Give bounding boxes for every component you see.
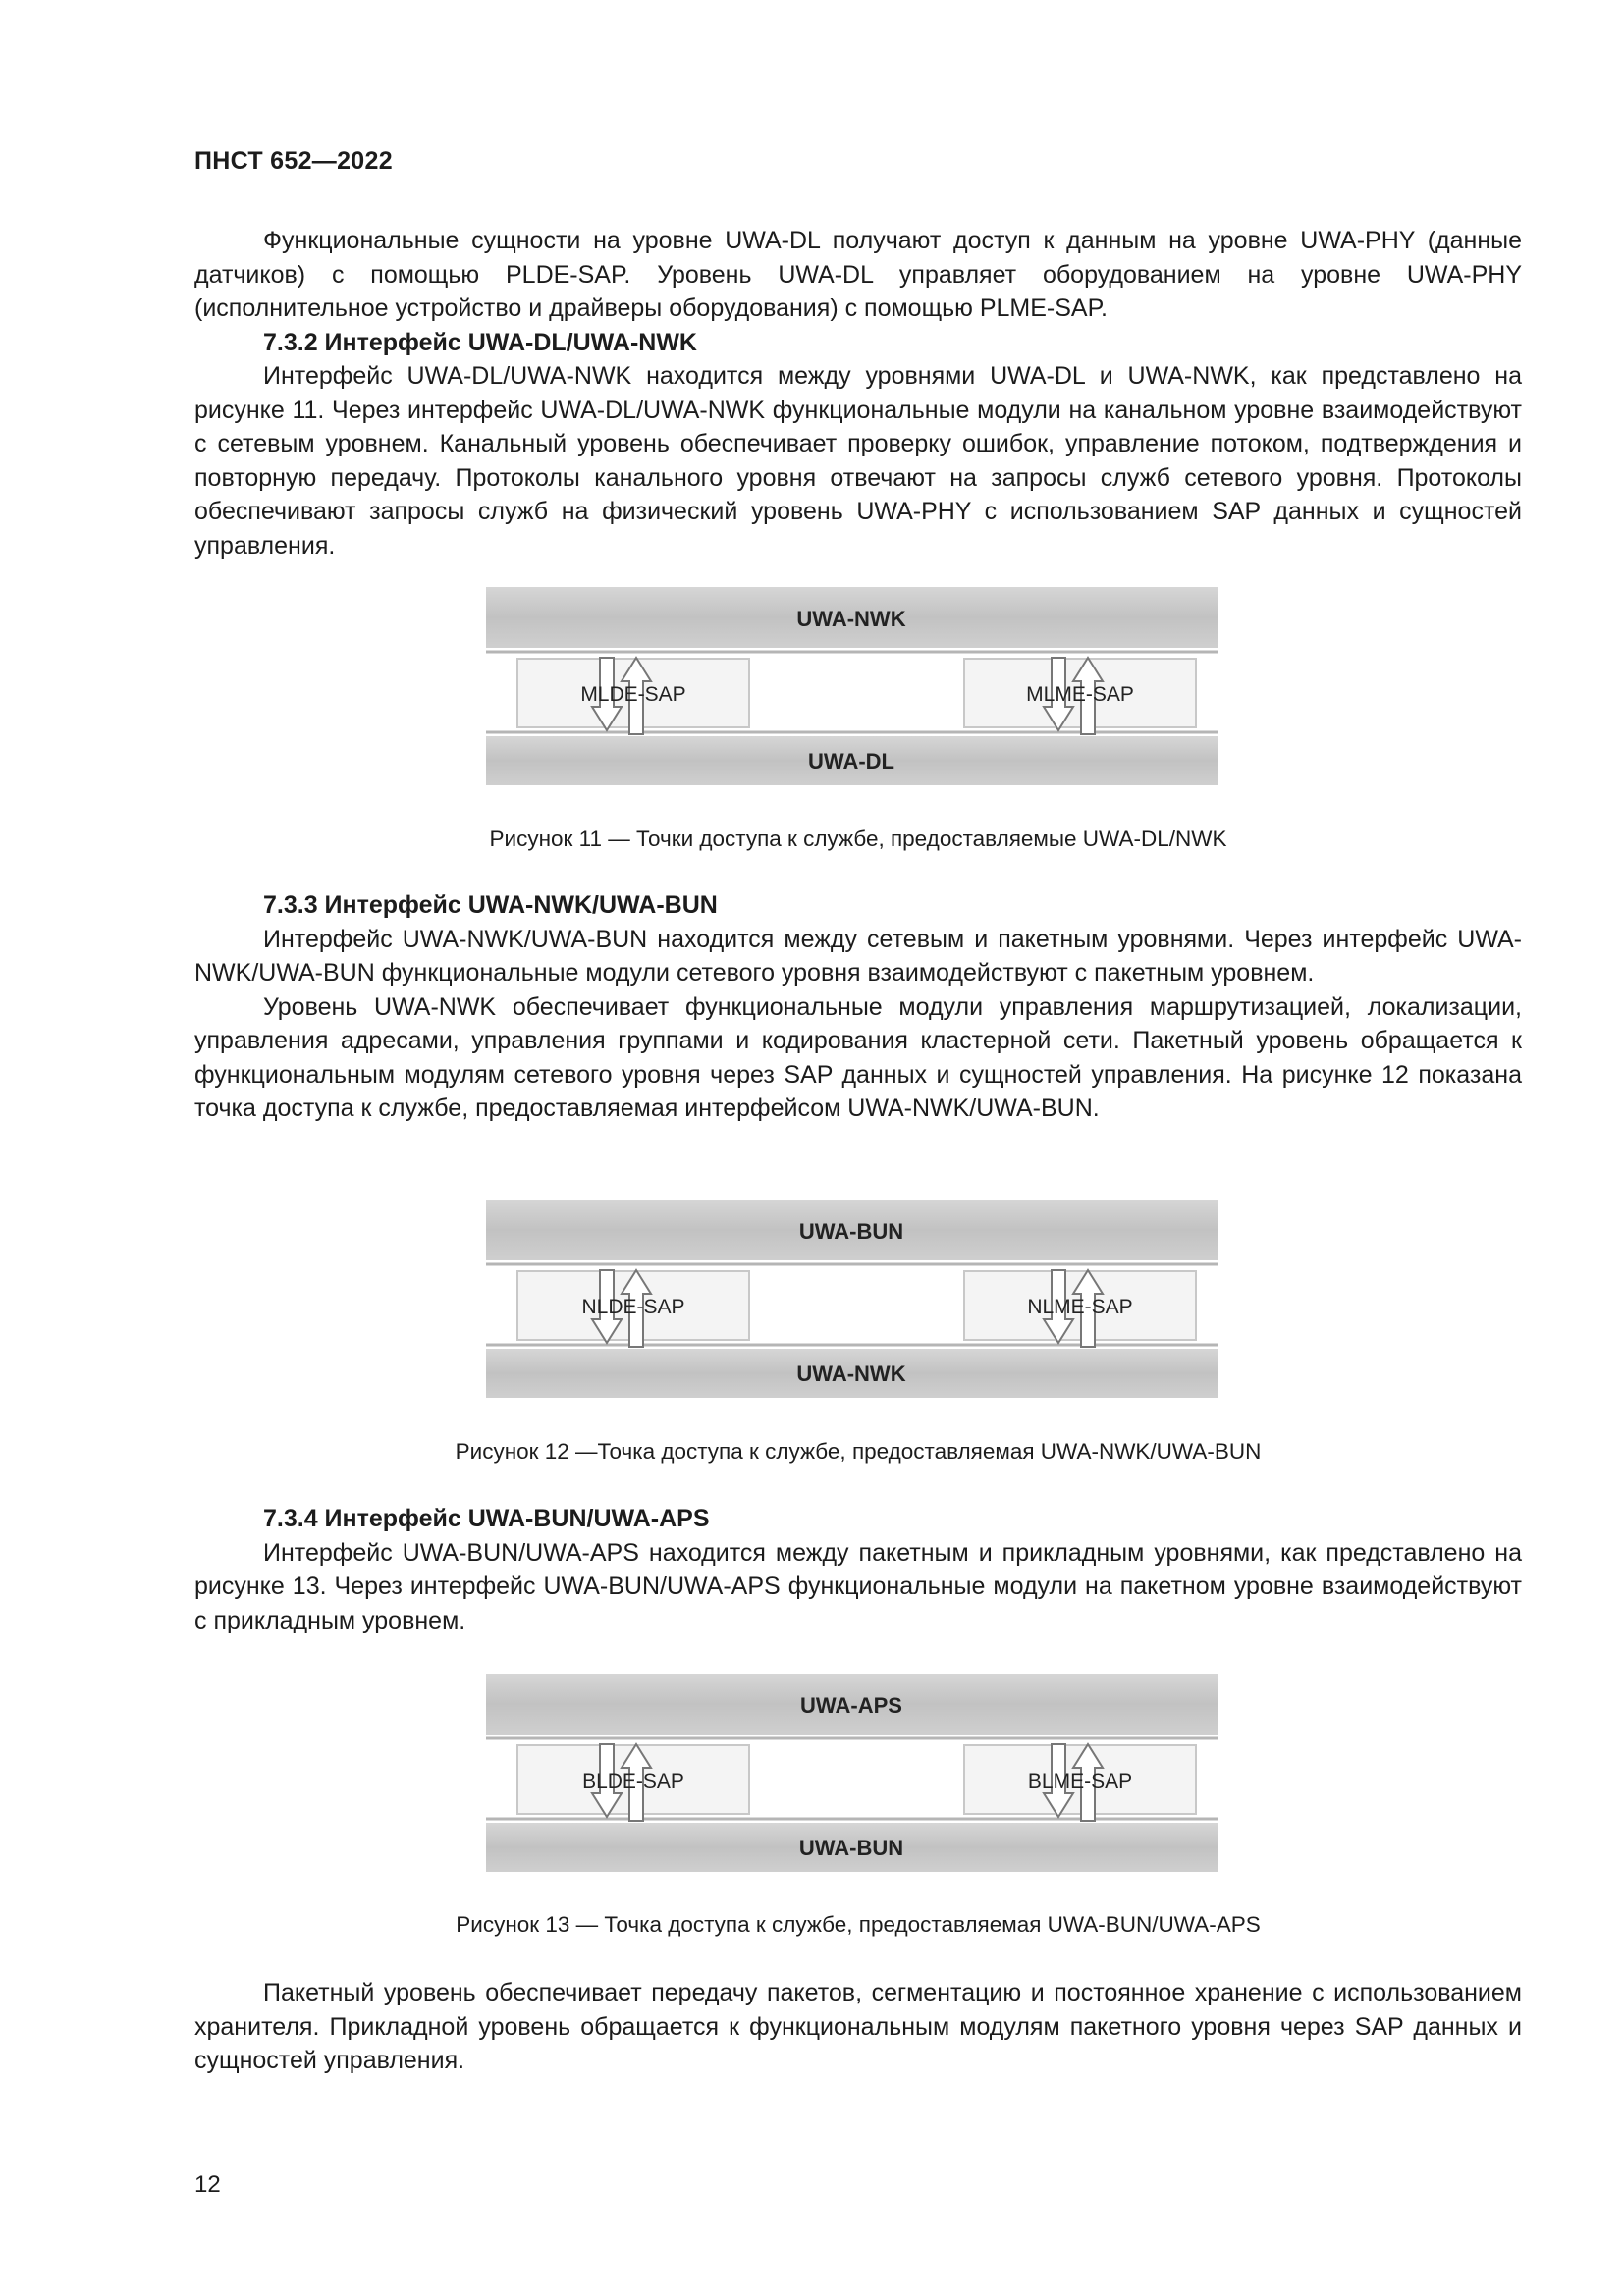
document-header: ПНСТ 652—2022 <box>194 147 393 175</box>
bottom-layer-label: UWA-BUN <box>798 1836 904 1860</box>
figure-11 <box>486 587 1218 785</box>
section-7-3-3-paragraph-2: Уровень UWA-NWK обеспечивает функциональные модули управления маршрутизацией, локализации, управления адресами, управления группами и кодирования кластерной сети. Пакетный уровень обращается к функциональным модулям сетевого уровня через SAP данных и сущностей управления. На рисунке 12 показана точка доступа к службе, предоставляемая интерфейсом UWA-NWK/UWA-BUN. <box>194 992 1522 1122</box>
figure-12-caption: Рисунок 12 —Точка доступа к службе, предоставляемая UWA-NWK/UWA-BUN <box>455 1439 1262 1464</box>
top-layer-label: UWA-APS <box>800 1693 902 1718</box>
figure-11-caption: Рисунок 11 — Точки доступа к службе, предоставляемые UWA-DL/NWK <box>489 827 1227 851</box>
section-7-3-3 <box>194 888 1522 1126</box>
intro-paragraph: Функциональные сущности на уровне UWA-DL получают доступ к данным на уровне UWA-PHY (данные датчиков) с помощью PLDE-SAP. Уровень UWA-DL управляет оборудованием на уровне UWA-PHY (исполнительное устройство и драйверы оборудования) с помощью PLME-SAP. <box>194 227 1522 322</box>
top-layer-label: UWA-BUN <box>798 1219 904 1244</box>
bottom-layer-label: UWA-NWK <box>796 1362 906 1386</box>
left-sap-label: MLDE-SAP <box>580 683 686 706</box>
page-number: 12 <box>194 2171 221 2198</box>
section-7-3-2-paragraph: Интерфейс UWA-DL/UWA-NWK находится между уровнями UWA-DL и UWA-NWK, как представлено на рисунке 11. Через интерфейс UWA-DL/UWA-NWK функциональные модули на канальном уровне взаимодействуют с сетевым уровнем. Канальный уровень обеспечивает проверку ошибок, управление потоком, подтверждения и повторную передачу. Протоколы канального уровня отвечают на запросы служб сетевого уровня. Протоколы обеспечивают запросы служб на физический уровень UWA-PHY с использованием SAP данных и сущностей управления. <box>194 362 1523 560</box>
right-sap-label: MLME-SAP <box>1026 683 1134 706</box>
section-intro <box>194 224 1522 562</box>
left-sap-label: BLDE-SAP <box>582 1770 684 1792</box>
figure-13-caption: Рисунок 13 — Точка доступа к службе, предоставляемая UWA-BUN/UWA-APS <box>456 1912 1261 1937</box>
figure-13 <box>486 1674 1218 1872</box>
section-7-3-4 <box>194 1502 1522 1637</box>
section-heading-7-3-2: 7.3.2 Интерфейс UWA-DL/UWA-NWK <box>263 328 697 356</box>
section-7-3-4-paragraph: Интерфейс UWA-BUN/UWA-APS находится между пакетным и прикладным уровнями, как представлено на рисунке 13. Через интерфейс UWA-BUN/UWA-APS функциональные модули на пакетном уровне взаимодействуют с прикладным уровнем. <box>194 1538 1522 1634</box>
section-heading-7-3-4: 7.3.4 Интерфейс UWA-BUN/UWA-APS <box>263 1505 710 1532</box>
top-layer-label: UWA-NWK <box>796 607 906 631</box>
right-sap-label: NLME-SAP <box>1027 1296 1133 1318</box>
section-heading-7-3-3: 7.3.3 Интерфейс UWA-NWK/UWA-BUN <box>263 891 718 919</box>
outro-paragraph: Пакетный уровень обеспечивает передачу пакетов, сегментацию и постоянное хранение с использованием хранителя. Прикладной уровень обращается к функциональным модулям пакетного уровня через SAP данных и сущностей управления. <box>194 1979 1522 2074</box>
section-outro <box>194 1976 1522 2078</box>
right-sap-label: BLME-SAP <box>1027 1770 1133 1792</box>
left-sap-label: NLDE-SAP <box>581 1296 685 1318</box>
figure-12 <box>486 1200 1218 1398</box>
bottom-layer-label: UWA-DL <box>808 749 894 774</box>
section-7-3-3-paragraph-1: Интерфейс UWA-NWK/UWA-BUN находится между сетевым и пакетным уровнями. Через интерфейс UWA-NWK/UWA-BUN функциональные модули сетевого уровня взаимодействуют с пакетным уровнем. <box>194 925 1522 987</box>
